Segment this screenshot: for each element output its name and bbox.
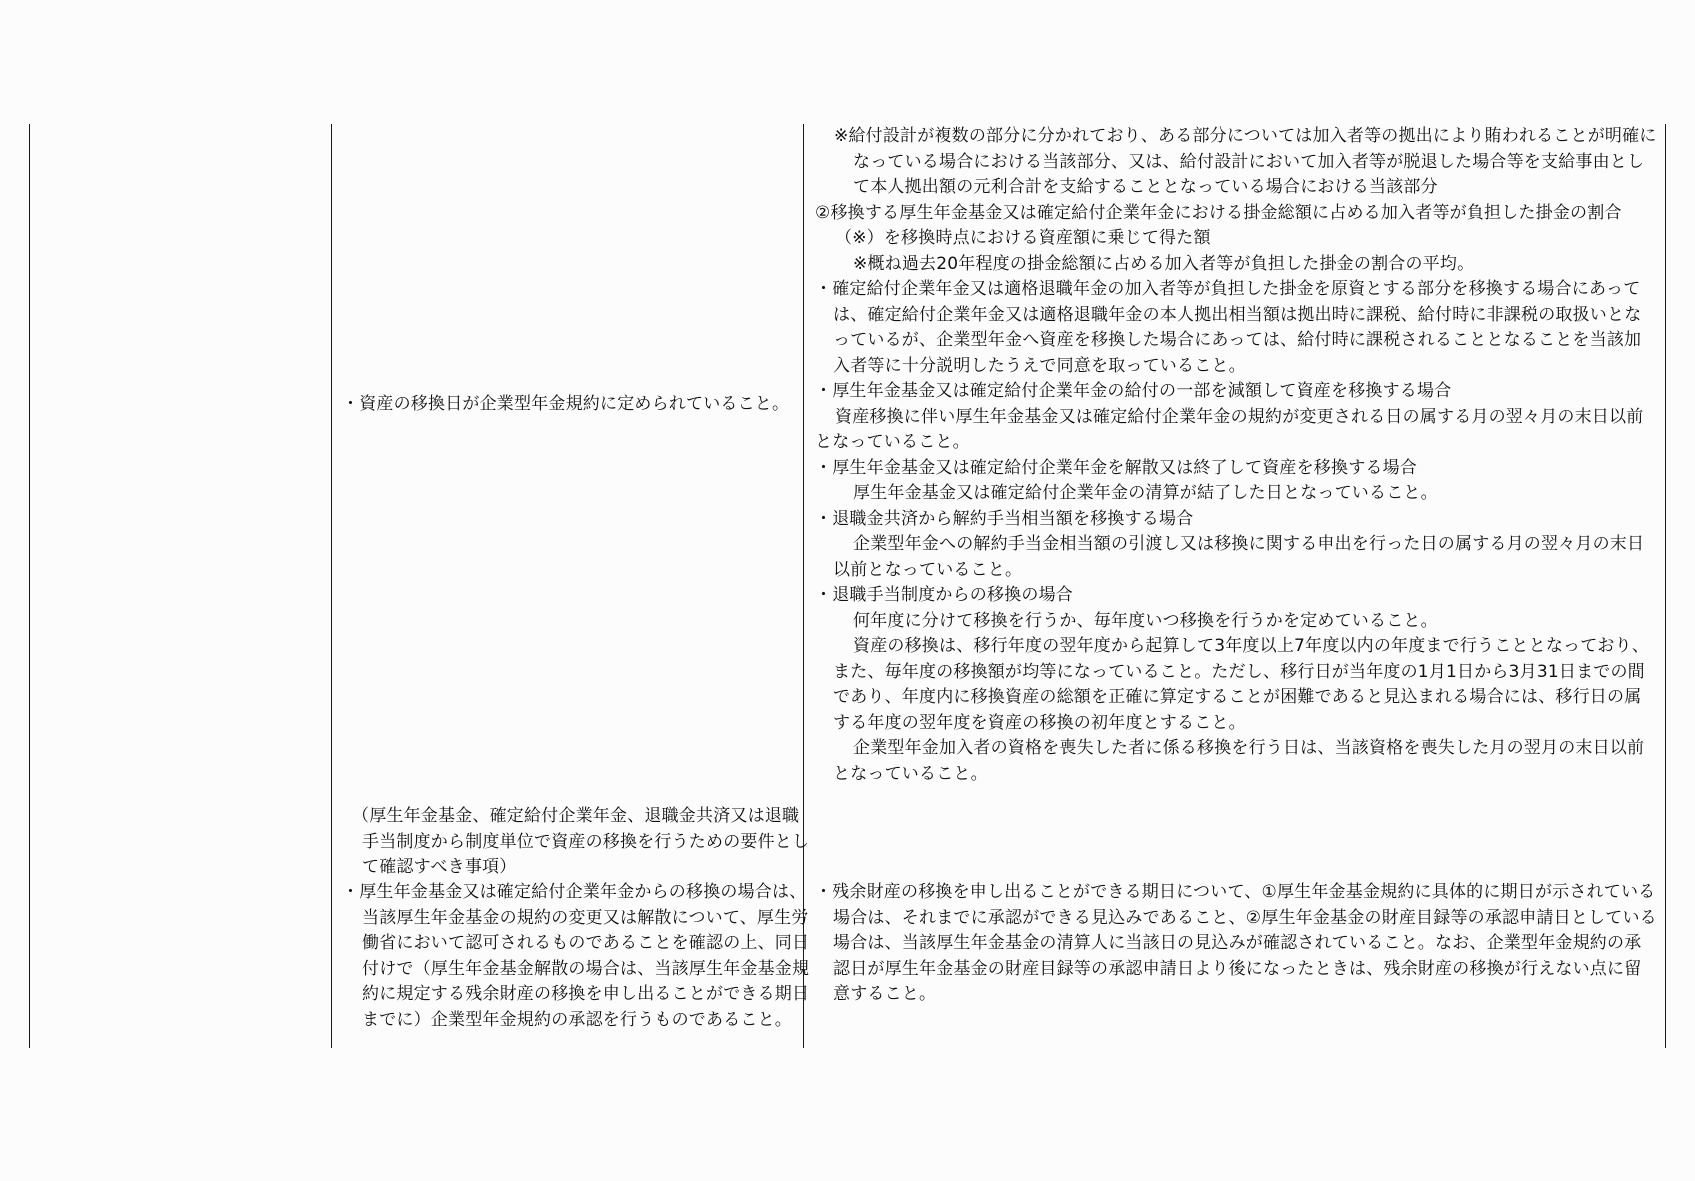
transfer-date-requirement: ・資産の移換日が企業型年金規約に定められていること。: [342, 394, 790, 414]
mutual-aid-title: ・退職金共済から解約手当相当額を移換する場合: [815, 508, 1194, 529]
item-2-employee-share: ②移換する厚生年金基金又は確定給付企業年金における掛金総額に占める加入者等が負担した掛金の割合（※）を移換時点における資産額に乗じて得た額: [815, 202, 1622, 248]
pension-fund-transfer-requirement: ・厚生年金基金又は確定給付企業年金からの移換の場合は、当該厚生年金基金の規約の変更又は解散について、厚生労働省において認可されるものであることを確認の上、同日付けで（厚生年金基金解散の場合は、当該厚生年金基金規約に規定する残余財産の移換を申し出ることができる期日までに）企業型年金規約の承認を行うものであること。: [342, 882, 810, 1030]
table-border-right: [1665, 124, 1666, 1048]
right-column: [815, 124, 1657, 787]
residual-assets-bullet: ・残余財産の移換を申し出ることができる期日について、①厚生年金基金規約に具体的に期日が示されている場合は、それまでに承認ができる見込みであること、②厚生年金基金の財産目録等の承認申請日としている場合は、当該厚生年金基金の清算人に当該日の見込みが確認されていること。なお、企業型年金規約の承認日が厚生年金基金の財産目録等の承認申請日より後になったときは、残余財産の移換が行えない点に留意すること。: [815, 882, 1657, 1004]
retirement-allowance-body-1: 何年度に分けて移換を行うか、毎年度いつ移換を行うかを定めていること。: [853, 610, 1438, 631]
dissolution-title: ・厚生年金基金又は確定給付企業年金を解散又は終了して資産を移換する場合: [815, 457, 1417, 478]
benefit-reduction-title: ・厚生年金基金又は確定給付企業年金の給付の一部を減額して資産を移換する場合: [815, 381, 1452, 401]
mutual-aid-body: 企業型年金への解約手当金相当額の引渡し又は移換に関する申出を行った日の属する月の翌々月の末日以前となっていること。: [833, 534, 1645, 580]
tax-treatment-bullet: ・確定給付企業年金又は適格退職年金の加入者等が負担した掛金を原資とする部分を移換する場合にあっては、確定給付企業年金又は適格退職年金の本人拠出相当額は拠出時に課税、給付時に非課税の取扱いとなっているが、企業型年金へ資産を移換した場合にあっては、給付時に課税されることとなることを当該加入者等に十分説明したうえで同意を取っていること。: [815, 279, 1642, 376]
retirement-allowance-body-2: 資産の移換は、移行年度の翌年度から起算して3年度以上7年度以内の年度まで行うこととなっており、また、毎年度の移換額が均等になっていること。ただし、移行日が当年度の1月1日から3月31日までの間であり、年度内に移換資産の総額を正確に算定することが困難であると見込まれる場合には、移行日の属する年度の翌年度を資産の移換の初年度とすること。: [833, 636, 1650, 733]
benefit-reduction-body: 資産移換に伴い厚生年金基金又は確定給付企業年金の規約が変更される日の属する月の翌々月の末日以前となっていること。: [815, 406, 1644, 452]
retirement-allowance-body-3: 企業型年金加入者の資格を喪失した者に係る移換を行う日は、当該資格を喪失した月の翌月の末日以前となっていること。: [833, 738, 1645, 784]
right-column-residual: [815, 880, 1657, 1008]
scheme-transfer-heading: （厚生年金基金、確定給付企業年金、退職金共済又は退職手当制度から制度単位で資産の移換を行うための要件として確認すべき事項）: [352, 806, 810, 877]
table-border-col1: [331, 124, 332, 1048]
table-border-left: [29, 124, 30, 1048]
dissolution-body: 厚生年金基金又は確定給付企業年金の清算が結了した日となっていること。: [853, 483, 1438, 503]
retirement-allowance-title: ・退職手当制度からの移換の場合: [815, 585, 1073, 605]
average-ratio-note: ※概ね過去20年程度の掛金総額に占める加入者等が負担した掛金の割合の平均。: [853, 253, 1475, 274]
benefit-design-note: ※給付設計が複数の部分に分かれており、ある部分については加入者等の拠出により賄われることが明確になっている場合における当該部分、又は、給付設計において加入者等が脱退した場合等を支給事由として本人拠出額の元利合計を支給することとなっている場合における当該部分: [834, 126, 1657, 197]
